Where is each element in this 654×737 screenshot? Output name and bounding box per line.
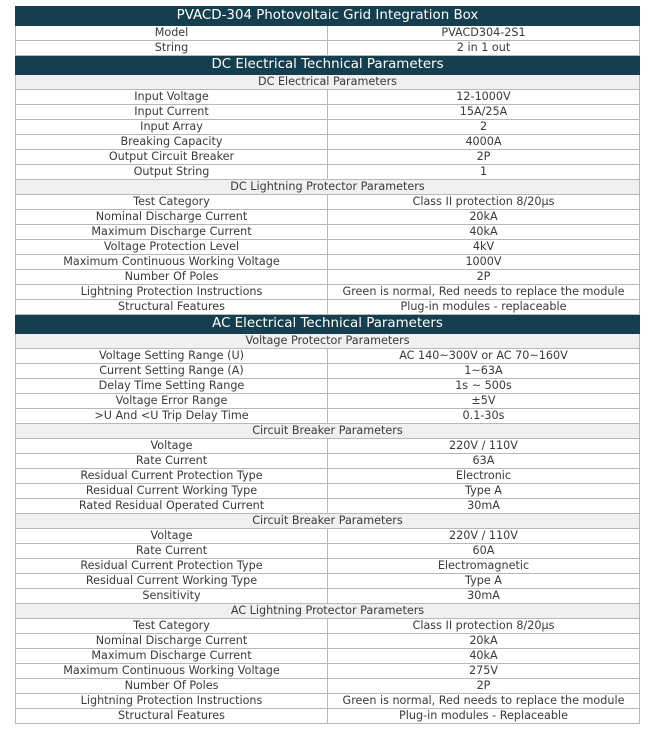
subsection-row	[16, 514, 640, 529]
row-value: Type A	[328, 484, 640, 499]
row-label: Structural Features	[16, 300, 328, 315]
row-label: Sensitivity	[16, 589, 328, 604]
row-label: Output String	[16, 165, 328, 180]
table-row	[16, 619, 640, 634]
table-row	[16, 469, 640, 484]
subsection-row	[16, 604, 640, 619]
row-label: Lightning Protection Instructions	[16, 694, 328, 709]
row-label: Rated Residual Operated Current	[16, 499, 328, 514]
table-row	[16, 240, 640, 255]
row-label: Output Circuit Breaker	[16, 150, 328, 165]
table-row	[16, 150, 640, 165]
row-value: Green is normal, Red needs to replace the module	[328, 285, 640, 300]
row-label: >U And <U Trip Delay Time	[16, 409, 328, 424]
row-label: Residual Current Working Type	[16, 574, 328, 589]
row-value: Electromagnetic	[328, 559, 640, 574]
table-row	[16, 529, 640, 544]
subsection-heading: Circuit Breaker Parameters	[16, 514, 640, 529]
row-label: Number Of Poles	[16, 679, 328, 694]
row-value: Plug-in modules - Replaceable	[328, 709, 640, 724]
title-row	[16, 7, 640, 26]
table-row	[16, 105, 640, 120]
table-row	[16, 394, 640, 409]
row-label: Rate Current	[16, 544, 328, 559]
row-label: Input Current	[16, 105, 328, 120]
row-value: 15A/25A	[328, 105, 640, 120]
row-label: Voltage	[16, 439, 328, 454]
row-value: 2	[328, 120, 640, 135]
row-label: Maximum Continuous Working Voltage	[16, 664, 328, 679]
row-value: 220V / 110V	[328, 439, 640, 454]
row-label: Test Category	[16, 619, 328, 634]
row-value: PVACD304-2S1	[328, 26, 640, 41]
table-row	[16, 90, 640, 105]
row-value: 1s ~ 500s	[328, 379, 640, 394]
section-band-row	[16, 56, 640, 75]
subsection-heading: DC Electrical Parameters	[16, 75, 640, 90]
section-heading: AC Electrical Technical Parameters	[16, 315, 640, 334]
row-label: Nominal Discharge Current	[16, 210, 328, 225]
row-value: 30mA	[328, 589, 640, 604]
row-label: Delay Time Setting Range	[16, 379, 328, 394]
row-label: Maximum Discharge Current	[16, 649, 328, 664]
subsection-heading: Voltage Protector Parameters	[16, 334, 640, 349]
row-label: Lightning Protection Instructions	[16, 285, 328, 300]
subsection-row	[16, 424, 640, 439]
table-row	[16, 195, 640, 210]
row-label: Residual Current Protection Type	[16, 469, 328, 484]
row-value: 40kA	[328, 649, 640, 664]
table-row	[16, 285, 640, 300]
row-label: Voltage Error Range	[16, 394, 328, 409]
table-row	[16, 165, 640, 180]
table-row	[16, 484, 640, 499]
table-row	[16, 409, 640, 424]
row-value: 40kA	[328, 225, 640, 240]
table-row	[16, 270, 640, 285]
table-row	[16, 499, 640, 514]
subsection-row	[16, 75, 640, 90]
row-value: 60A	[328, 544, 640, 559]
subsection-heading: DC Lightning Protector Parameters	[16, 180, 640, 195]
table-row	[16, 589, 640, 604]
table-row	[16, 210, 640, 225]
table-row	[16, 649, 640, 664]
row-value: 1	[328, 165, 640, 180]
row-value: 275V	[328, 664, 640, 679]
table-row	[16, 364, 640, 379]
row-label: Breaking Capacity	[16, 135, 328, 150]
table-row	[16, 559, 640, 574]
table-row	[16, 135, 640, 150]
table-row	[16, 454, 640, 469]
table-row	[16, 544, 640, 559]
row-value: 0.1-30s	[328, 409, 640, 424]
row-value: ±5V	[328, 394, 640, 409]
row-label: Current Setting Range (A)	[16, 364, 328, 379]
table-row	[16, 120, 640, 135]
row-label: Model	[16, 26, 328, 41]
table-row	[16, 574, 640, 589]
subsection-row	[16, 334, 640, 349]
row-value: 2P	[328, 679, 640, 694]
row-label: Nominal Discharge Current	[16, 634, 328, 649]
table-row	[16, 679, 640, 694]
row-value: 30mA	[328, 499, 640, 514]
row-label: Number Of Poles	[16, 270, 328, 285]
row-label: Voltage Setting Range (U)	[16, 349, 328, 364]
section-heading: DC Electrical Technical Parameters	[16, 56, 640, 75]
row-label: Maximum Continuous Working Voltage	[16, 255, 328, 270]
table-row	[16, 26, 640, 41]
row-label: Rate Current	[16, 454, 328, 469]
row-label: Structural Features	[16, 709, 328, 724]
row-value: Plug-in modules - replaceable	[328, 300, 640, 315]
table-row	[16, 349, 640, 364]
table-row	[16, 300, 640, 315]
row-value: Green is normal, Red needs to replace the module	[328, 694, 640, 709]
row-value: Electronic	[328, 469, 640, 484]
row-value: 63A	[328, 454, 640, 469]
row-label: Input Voltage	[16, 90, 328, 105]
row-label: Input Array	[16, 120, 328, 135]
row-value: 220V / 110V	[328, 529, 640, 544]
row-value: AC 140~300V or AC 70~160V	[328, 349, 640, 364]
row-value: 12-1000V	[328, 90, 640, 105]
row-label: String	[16, 41, 328, 56]
section-band-row	[16, 315, 640, 334]
subsection-row	[16, 180, 640, 195]
table-row	[16, 709, 640, 724]
subsection-heading: AC Lightning Protector Parameters	[16, 604, 640, 619]
row-value: Type A	[328, 574, 640, 589]
row-label: Test Category	[16, 195, 328, 210]
row-value: Class II protection 8/20μs	[328, 195, 640, 210]
row-value: 1000V	[328, 255, 640, 270]
table-row	[16, 379, 640, 394]
row-label: Maximum Discharge Current	[16, 225, 328, 240]
row-value: 2P	[328, 270, 640, 285]
table-row	[16, 255, 640, 270]
row-value: 1~63A	[328, 364, 640, 379]
row-value: 4kV	[328, 240, 640, 255]
row-label: Voltage	[16, 529, 328, 544]
row-label: Residual Current Protection Type	[16, 559, 328, 574]
row-value: 2P	[328, 150, 640, 165]
row-label: Voltage Protection Level	[16, 240, 328, 255]
table-row	[16, 225, 640, 240]
table-row	[16, 439, 640, 454]
row-label: Residual Current Working Type	[16, 484, 328, 499]
table-title: PVACD-304 Photovoltaic Grid Integration Box	[16, 7, 640, 26]
table-row	[16, 664, 640, 679]
spec-table	[15, 6, 640, 724]
row-value: Class II protection 8/20μs	[328, 619, 640, 634]
row-value: 2 in 1 out	[328, 41, 640, 56]
table-row	[16, 41, 640, 56]
subsection-heading: Circuit Breaker Parameters	[16, 424, 640, 439]
spec-table-body	[16, 7, 640, 724]
row-value: 20kA	[328, 210, 640, 225]
row-value: 20kA	[328, 634, 640, 649]
table-row	[16, 634, 640, 649]
table-row	[16, 694, 640, 709]
row-value: 4000A	[328, 135, 640, 150]
